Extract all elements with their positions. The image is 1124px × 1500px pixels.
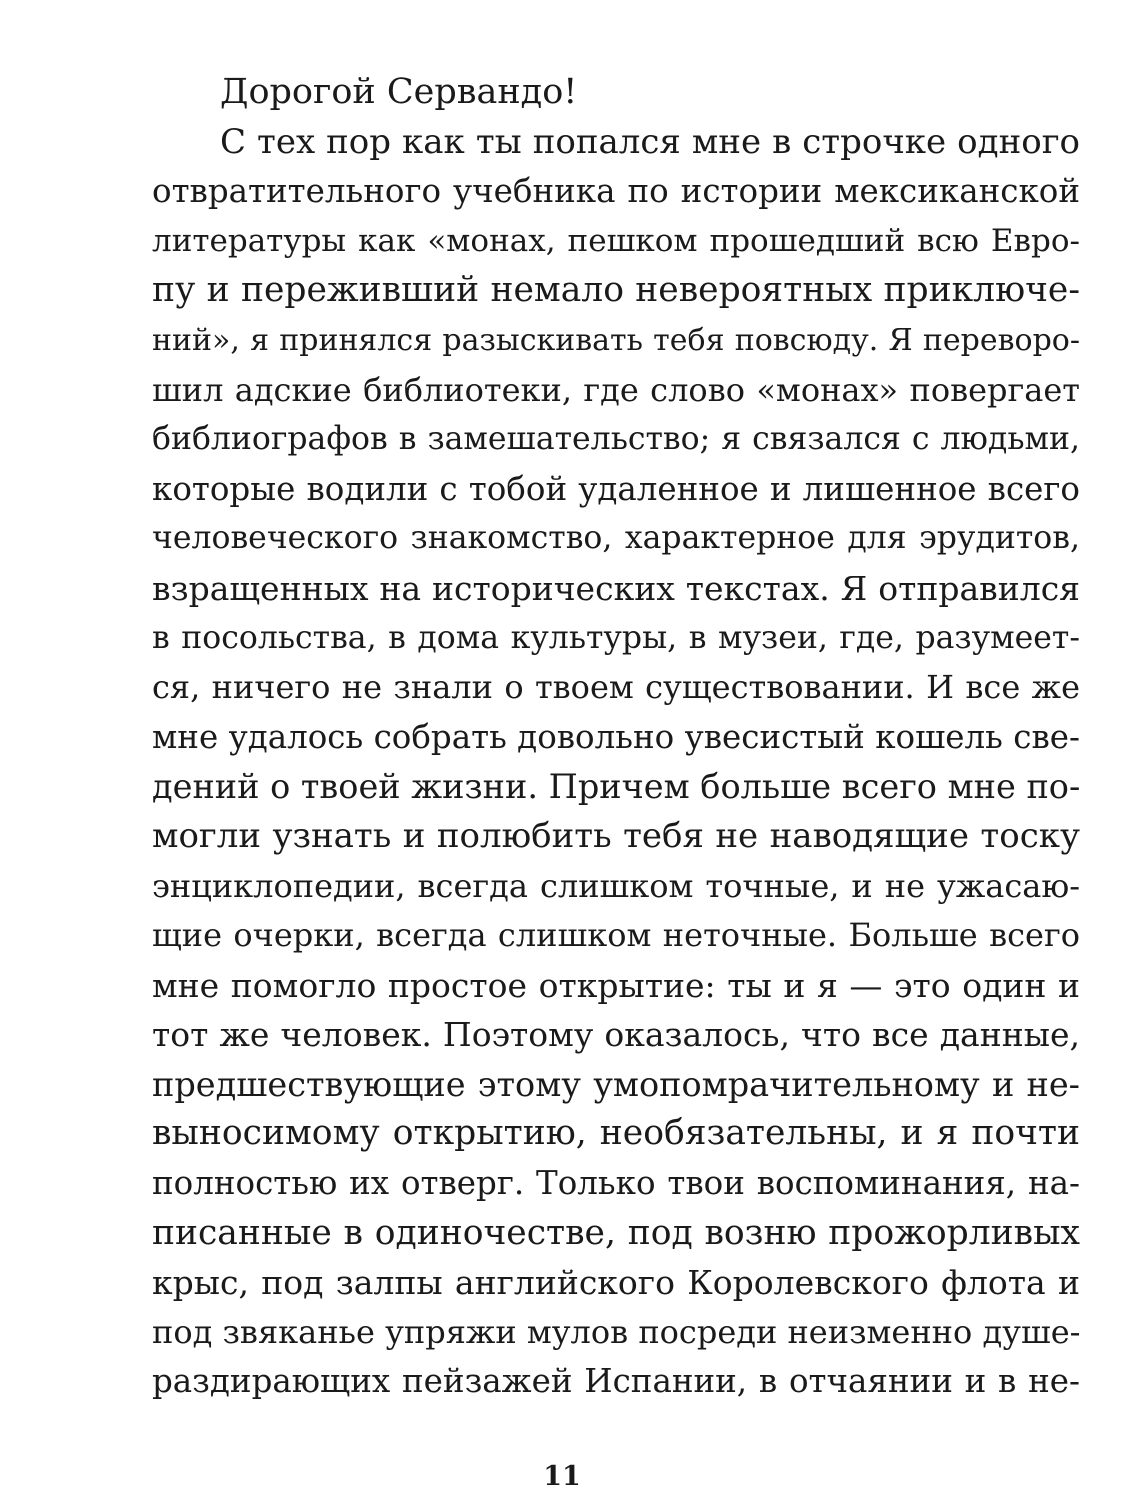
- text-line: щие очерки, всегда слишком неточные. Больше всего: [152, 916, 1080, 955]
- body-text: [152, 68, 1080, 1407]
- text-line: выносимому открытию, необязательны, и я почти: [152, 1113, 1080, 1154]
- text-line: пу и переживший немало невероятных приключе-: [152, 270, 1080, 311]
- text-line: которые водили с тобой удаленное и лишенное всего: [152, 469, 1080, 508]
- text-line: шил адские библиотеки, где слово «монах» повергает: [152, 370, 1080, 409]
- page-number: 11: [543, 1461, 581, 1492]
- text-line: под звяканье упряжи мулов посреди неизменно душе-: [152, 1312, 1081, 1351]
- text-line: взращенных на исторических текстах. Я отправился: [152, 568, 1080, 608]
- text-line: писанные в одиночестве, под возню прожорливых: [152, 1212, 1080, 1253]
- text-line: мне удалось собрать довольно увесистый кошель све-: [152, 717, 1080, 756]
- text-line: полностью их отверг. Только твои воспоминания, на-: [152, 1164, 1080, 1203]
- text-line: крыс, под залпы английского Королевского флота и: [152, 1263, 1080, 1303]
- text-line: ний», я принялся разыскивать тебя повсюду. Я переворо-: [152, 322, 1080, 358]
- text-line: отвратительного учебника по истории мексиканской: [152, 172, 1080, 211]
- text-line: раздирающих пейзажей Испании, в отчаянии и в не-: [152, 1362, 1080, 1401]
- text-line: дений о твоей жизни. Причем больше всего мне по-: [152, 767, 1081, 807]
- text-line: могли узнать и полюбить тебя не наводящие тоску: [152, 815, 1080, 856]
- text-line: человеческого знакомство, характерное для эрудитов,: [152, 520, 1080, 557]
- text-line: тот же человек. Поэтому оказалось, что все данные,: [152, 1015, 1080, 1055]
- text-line: литературы как «монах, пешком прошедший всю Евро-: [152, 222, 1080, 259]
- text-line: библиографов в замешательство; я связался с людьми,: [152, 421, 1080, 458]
- text-line: предшествующие этому умопомрачительному и не-: [152, 1064, 1080, 1104]
- text-line: С тех пор как ты попался мне в строчке одного: [220, 121, 1080, 162]
- text-line: в посольства, в дома культуры, в музеи, где, разумеет-: [152, 619, 1080, 656]
- greeting-line: Дорогой Сервандо!: [220, 72, 578, 112]
- text-line: мне помогло простое открытие: ты и я — это один и: [152, 965, 1080, 1005]
- text-line: ся, ничего не знали о твоем существовании. И все же: [152, 668, 1080, 707]
- text-line: энциклопедии, всегда слишком точные, и не ужасаю-: [152, 866, 1080, 905]
